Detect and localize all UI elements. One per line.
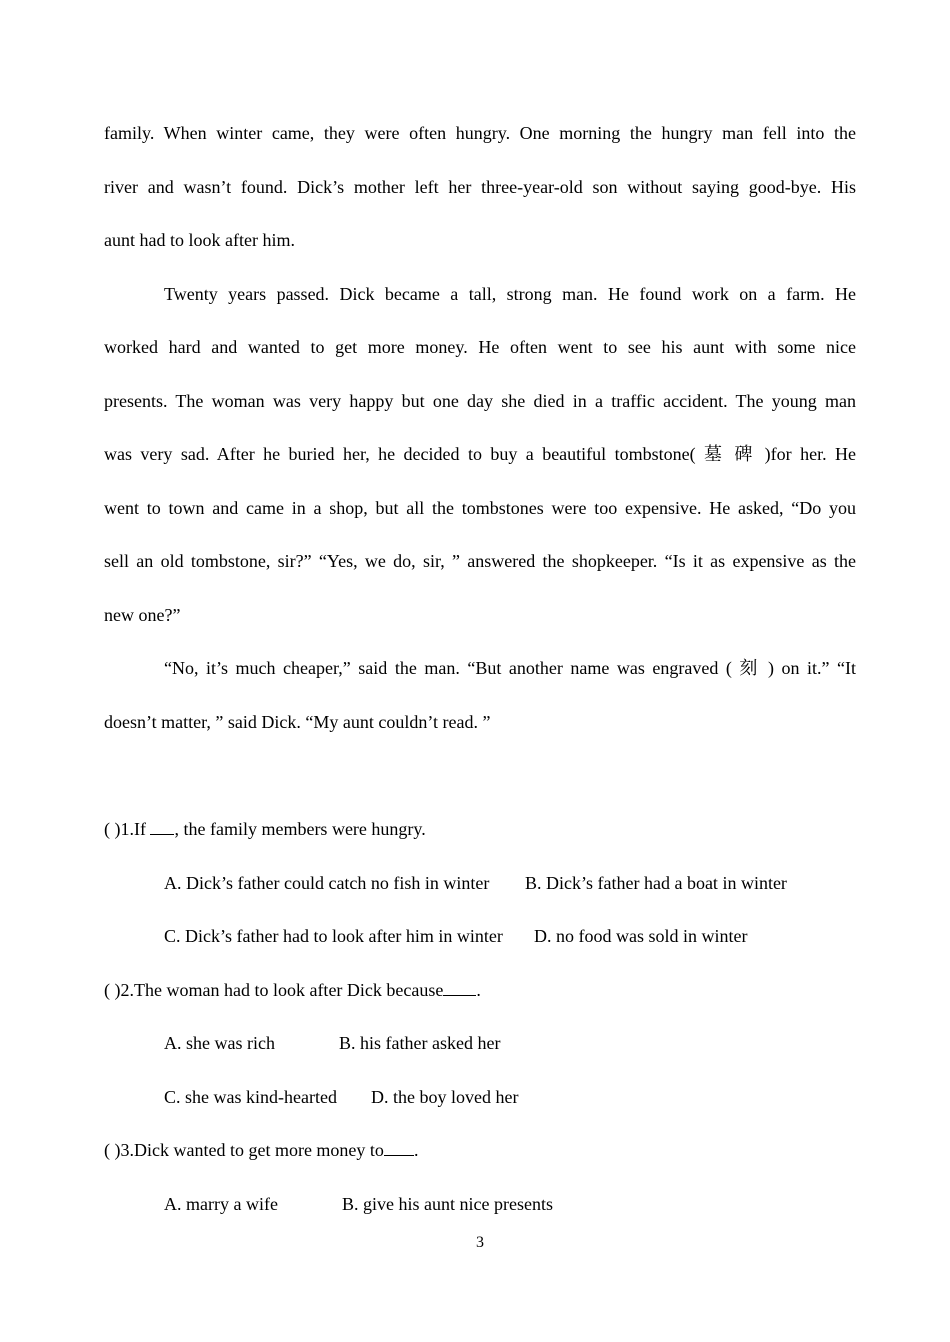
question-3-suffix: .	[413, 1140, 419, 1160]
passage-line: “No, it’s much cheaper,” said the man. “But another name was engraved ( 刻 ) on it.” “It	[164, 658, 856, 678]
passage-line: was very sad. After he buried her, he decided to buy a beautiful tombstone( 墓 碑 )for her. He	[104, 444, 856, 464]
passage-line: new one?”	[104, 605, 181, 625]
option-a: A. Dick’s father could catch no fish in winter	[164, 873, 490, 893]
question-1-suffix: , the family members were hungry.	[174, 819, 426, 839]
question-3-prefix: ( )3.Dick wanted to get more money to	[104, 1140, 384, 1160]
passage-line: doesn’t matter, ” said Dick. “My aunt couldn’t read. ”	[104, 712, 491, 732]
passage-line: went to town and came in a shop, but all the tombstones were too expensive. He asked, “Do you	[104, 498, 856, 518]
option-c: C. Dick’s father had to look after him in winter	[164, 926, 503, 946]
option-b: B. give his aunt nice presents	[342, 1194, 553, 1214]
question-2-suffix: .	[476, 980, 481, 1000]
page-number: 3	[476, 1234, 484, 1251]
question-2-prefix: ( )2.The woman had to look after Dick because	[104, 980, 444, 1000]
passage-line: sell an old tombstone, sir?” “Yes, we do, sir, ” answered the shopkeeper. “Is it as expensive as the	[104, 551, 856, 571]
option-a: A. she was rich	[164, 1033, 275, 1053]
passage-line: river and wasn’t found. Dick’s mother left her three-year-old son without saying good-bye. His	[104, 177, 856, 197]
passage-line: family. When winter came, they were often hungry. One morning the hungry man fell into the	[104, 123, 856, 143]
passage-line: aunt had to look after him.	[104, 230, 295, 250]
answer-blank	[150, 820, 174, 835]
passage-line: worked hard and wanted to get more money. He often went to see his aunt with some nice	[104, 337, 856, 357]
option-a: A. marry a wife	[164, 1194, 278, 1214]
question-3	[104, 1138, 418, 1162]
option-d: D. the boy loved her	[371, 1087, 519, 1107]
option-b: B. his father asked her	[339, 1033, 501, 1053]
option-b: B. Dick’s father had a boat in winter	[525, 873, 787, 893]
passage-line: Twenty years passed. Dick became a tall, strong man. He found work on a farm. He	[164, 284, 856, 304]
option-c: C. she was kind-hearted	[164, 1087, 337, 1107]
question-1	[104, 817, 426, 841]
question-1-prefix: ( )1.If	[104, 819, 151, 839]
answer-blank	[384, 1141, 414, 1156]
answer-blank	[443, 981, 476, 996]
passage-line: presents. The woman was very happy but one day she died in a traffic accident. The young man	[104, 391, 856, 411]
question-2	[104, 978, 481, 1002]
option-d: D. no food was sold in winter	[534, 926, 748, 946]
